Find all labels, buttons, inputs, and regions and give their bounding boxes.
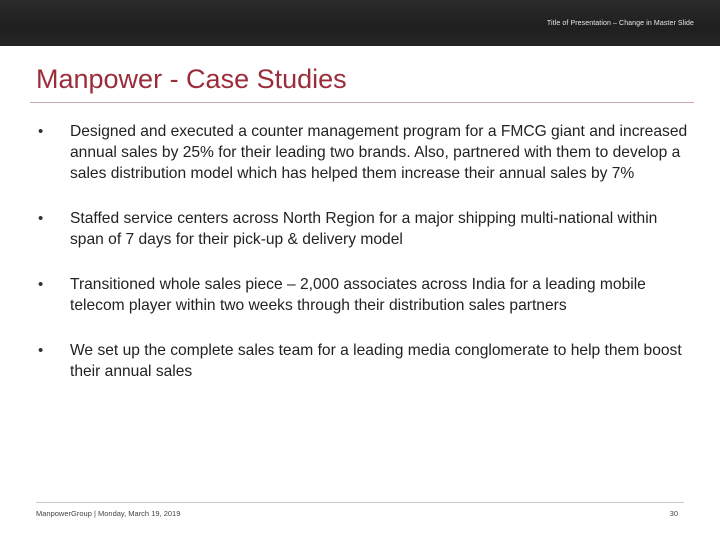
header-presentation-title: Title of Presentation – Change in Master Slide xyxy=(546,20,694,27)
bullet-text: Transitioned whole sales piece – 2,000 associates across India for a leading mobile telecom player within two weeks through their distribution sales partners xyxy=(70,276,646,314)
bullet-text: Staffed service centers across North Region for a major shipping multi-national within span of 7 days for their pick-up & delivery model xyxy=(70,210,658,248)
footer-text: ManpowerGroup | Monday, March 19, 2019 xyxy=(36,509,181,518)
footer-divider xyxy=(36,502,684,503)
bullet-item xyxy=(30,274,690,316)
bullet-text: Designed and executed a counter management program for a FMCG giant and increased annual sales by 25% for their leading two brands. Also, partnered with them to develop a sales distribution model which has helped them increase their annual sales by 7% xyxy=(70,123,688,182)
bullet-item xyxy=(30,340,690,382)
slide-title: Manpower - Case Studies xyxy=(36,64,347,94)
title-divider xyxy=(30,102,694,103)
top-banner xyxy=(0,0,720,46)
bullet-marker: • xyxy=(38,210,44,227)
bullet-list xyxy=(30,121,690,406)
bullet-marker: • xyxy=(38,276,44,293)
bullet-marker: • xyxy=(38,123,44,140)
bullet-marker: • xyxy=(38,342,44,359)
bullet-text: We set up the complete sales team for a leading media conglomerate to help them boost their annual sales xyxy=(70,342,682,380)
bullet-item xyxy=(30,121,690,184)
page-number: 30 xyxy=(669,509,678,518)
bullet-item xyxy=(30,208,690,250)
